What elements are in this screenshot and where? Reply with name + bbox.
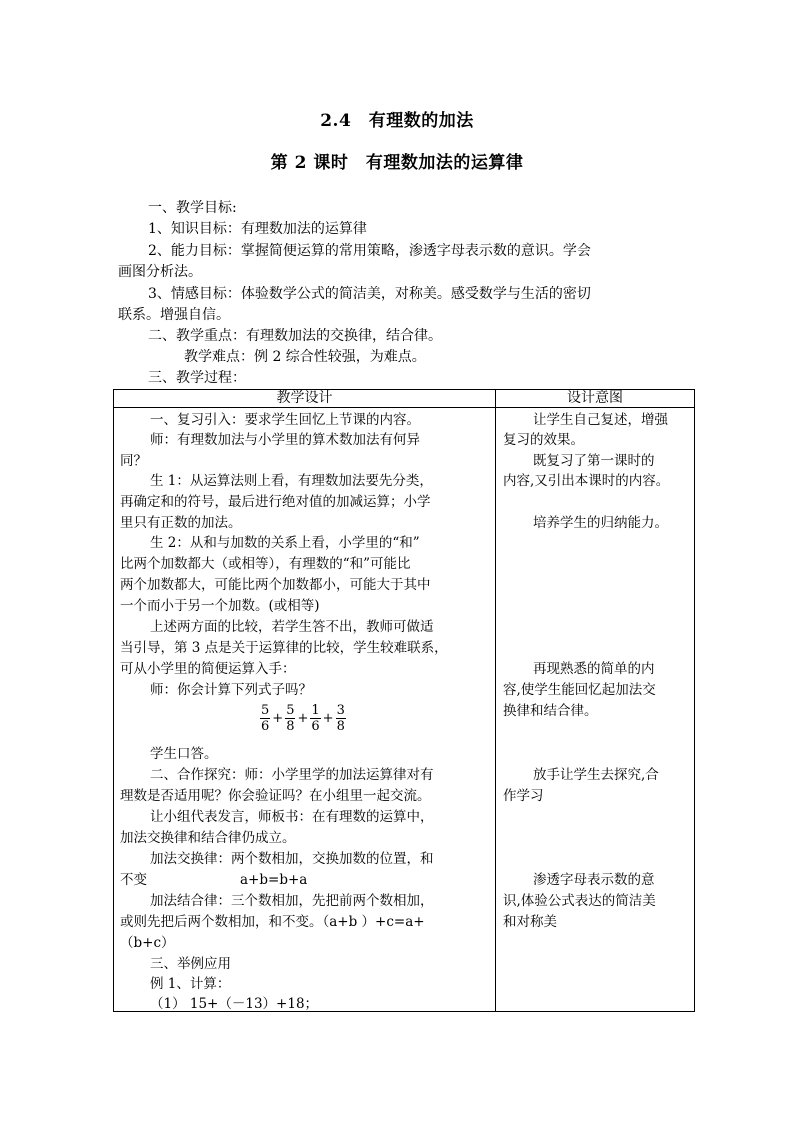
left-line: 学生口答。 — [150, 746, 218, 762]
right-line: 再现熟悉的简单的内 — [533, 661, 655, 677]
left-line: 一、复习引入：要求学生回忆上节课的内容。 — [150, 412, 420, 428]
difficulty-point: 教学难点：例 2 综合性较强，为难点。 — [184, 349, 426, 365]
left-line: 加法交换律：两个数相加，交换加数的位置，和 — [150, 851, 434, 867]
knowledge-objective: 1、知识目标：有理数加法的运算律 — [148, 221, 367, 237]
emotion-objective-line-2: 联系。增强自信。 — [118, 307, 230, 323]
emotion-objective-line-1: 3、情感目标：体验数学公式的简洁美，对称美。感受数学与生活的密切 — [148, 286, 591, 302]
left-line: 师：有理数加法与小学里的算术数加法有何异 — [150, 432, 420, 448]
lesson-title: 2.4 有理数的加法 — [320, 111, 474, 131]
left-line: 理数是否适用呢？你会验证吗？在小组里一起交流。 — [120, 788, 431, 804]
plus-sign: + — [297, 711, 309, 726]
objectives-heading: 一、教学目标: — [148, 200, 237, 216]
header-design-intent: 设计意图 — [567, 390, 623, 406]
right-line: 换律和结合律。 — [503, 703, 598, 719]
lesson-subtitle: 第 2 课时 有理数加法的运算律 — [270, 153, 524, 173]
right-line: 复习的效果。 — [503, 432, 584, 448]
left-line: 同？ — [120, 453, 147, 469]
fraction-expression — [259, 703, 347, 734]
header-teaching-design: 教学设计 — [276, 390, 333, 406]
right-line: 培养学生的归纳能力。 — [533, 515, 668, 531]
header-divider — [114, 407, 694, 408]
plus-sign: + — [272, 711, 284, 726]
left-line: 里只有正数的加法。 — [120, 515, 242, 531]
left-line: 师：你会计算下列式子吗？ — [150, 682, 312, 698]
left-line: 加法结合律：三个数相加，先把前两个数相加， — [150, 893, 434, 909]
fraction-term: $\frac{1}{6}$ — [311, 703, 320, 734]
left-line: 不变 — [120, 872, 147, 888]
left-line: 当引导，第 3 点是关于运算律的比较，学生较难联系， — [120, 640, 448, 656]
lesson-table — [113, 389, 695, 1012]
plus-sign: + — [322, 711, 334, 726]
left-line: 可从小学里的简便运算入手： — [120, 661, 296, 677]
left-line: 三、举例应用 — [150, 956, 231, 972]
right-line: 内容,又引出本课时的内容。 — [503, 473, 670, 489]
left-line: （1） 15+（－13）+18； — [150, 996, 319, 1012]
left-line: 生 1：从运算法则上看，有理数加法要先分类， — [150, 473, 433, 489]
right-line: 放手让学生去探究,合 — [533, 767, 659, 783]
fraction-term: $\frac{5}{8}$ — [286, 703, 295, 734]
right-line: 和对称美 — [503, 914, 557, 930]
ability-objective-line-1: 2、能力目标：掌握简便运算的常用策略，渗透字母表示数的意识。学会 — [148, 243, 591, 259]
right-line: 容,使学生能回忆起加法交 — [503, 682, 656, 698]
right-line: 既复习了第一课时的 — [533, 453, 655, 469]
left-line: 让小组代表发言，师板书：在有理数的运算中， — [150, 809, 434, 825]
key-point: 二、教学重点：有理数加法的交换律，结合律。 — [148, 328, 442, 344]
ability-objective-line-2: 画图分析法。 — [118, 264, 202, 280]
left-line: 二、合作探究：师：小学里学的加法运算律对有 — [150, 767, 434, 783]
left-line: （b+c） — [120, 935, 175, 951]
right-line: 作学习 — [503, 788, 544, 804]
left-line: 一个而小于另一个加数。(或相等) — [120, 598, 320, 614]
commutative-formula: a+b=b+a — [240, 872, 308, 888]
left-line: 两个加数都大，可能比两个加数都小，可能大于其中 — [120, 577, 431, 593]
fraction-term: $\frac{3}{8}$ — [336, 703, 345, 734]
left-line: 或则先把后两个数相加，和不变。（a+b ）+c=a+ — [120, 914, 425, 930]
left-line: 加法交换律和结合律仍成立。 — [120, 830, 296, 846]
right-line: 让学生自己复述，增强 — [533, 412, 668, 428]
left-line: 生 2：从和与加数的关系上看，小学里的“和” — [150, 535, 420, 551]
right-line: 识,体验公式表达的简洁美 — [503, 893, 656, 909]
left-line: 上述两方面的比较，若学生答不出，教师可做适 — [150, 619, 434, 635]
fraction-term: $\frac{5}{6}$ — [261, 703, 270, 734]
column-divider — [495, 390, 496, 1011]
right-line: 渗透字母表示数的意 — [533, 872, 655, 888]
left-line: 比两个加数都大（或相等），有理数的“和”可能比 — [120, 556, 411, 572]
process-heading: 三、教学过程： — [148, 370, 246, 386]
left-line: 例 1、计算： — [150, 976, 231, 992]
left-line: 再确定和的符号，最后进行绝对值的加减运算；小学 — [120, 494, 431, 510]
